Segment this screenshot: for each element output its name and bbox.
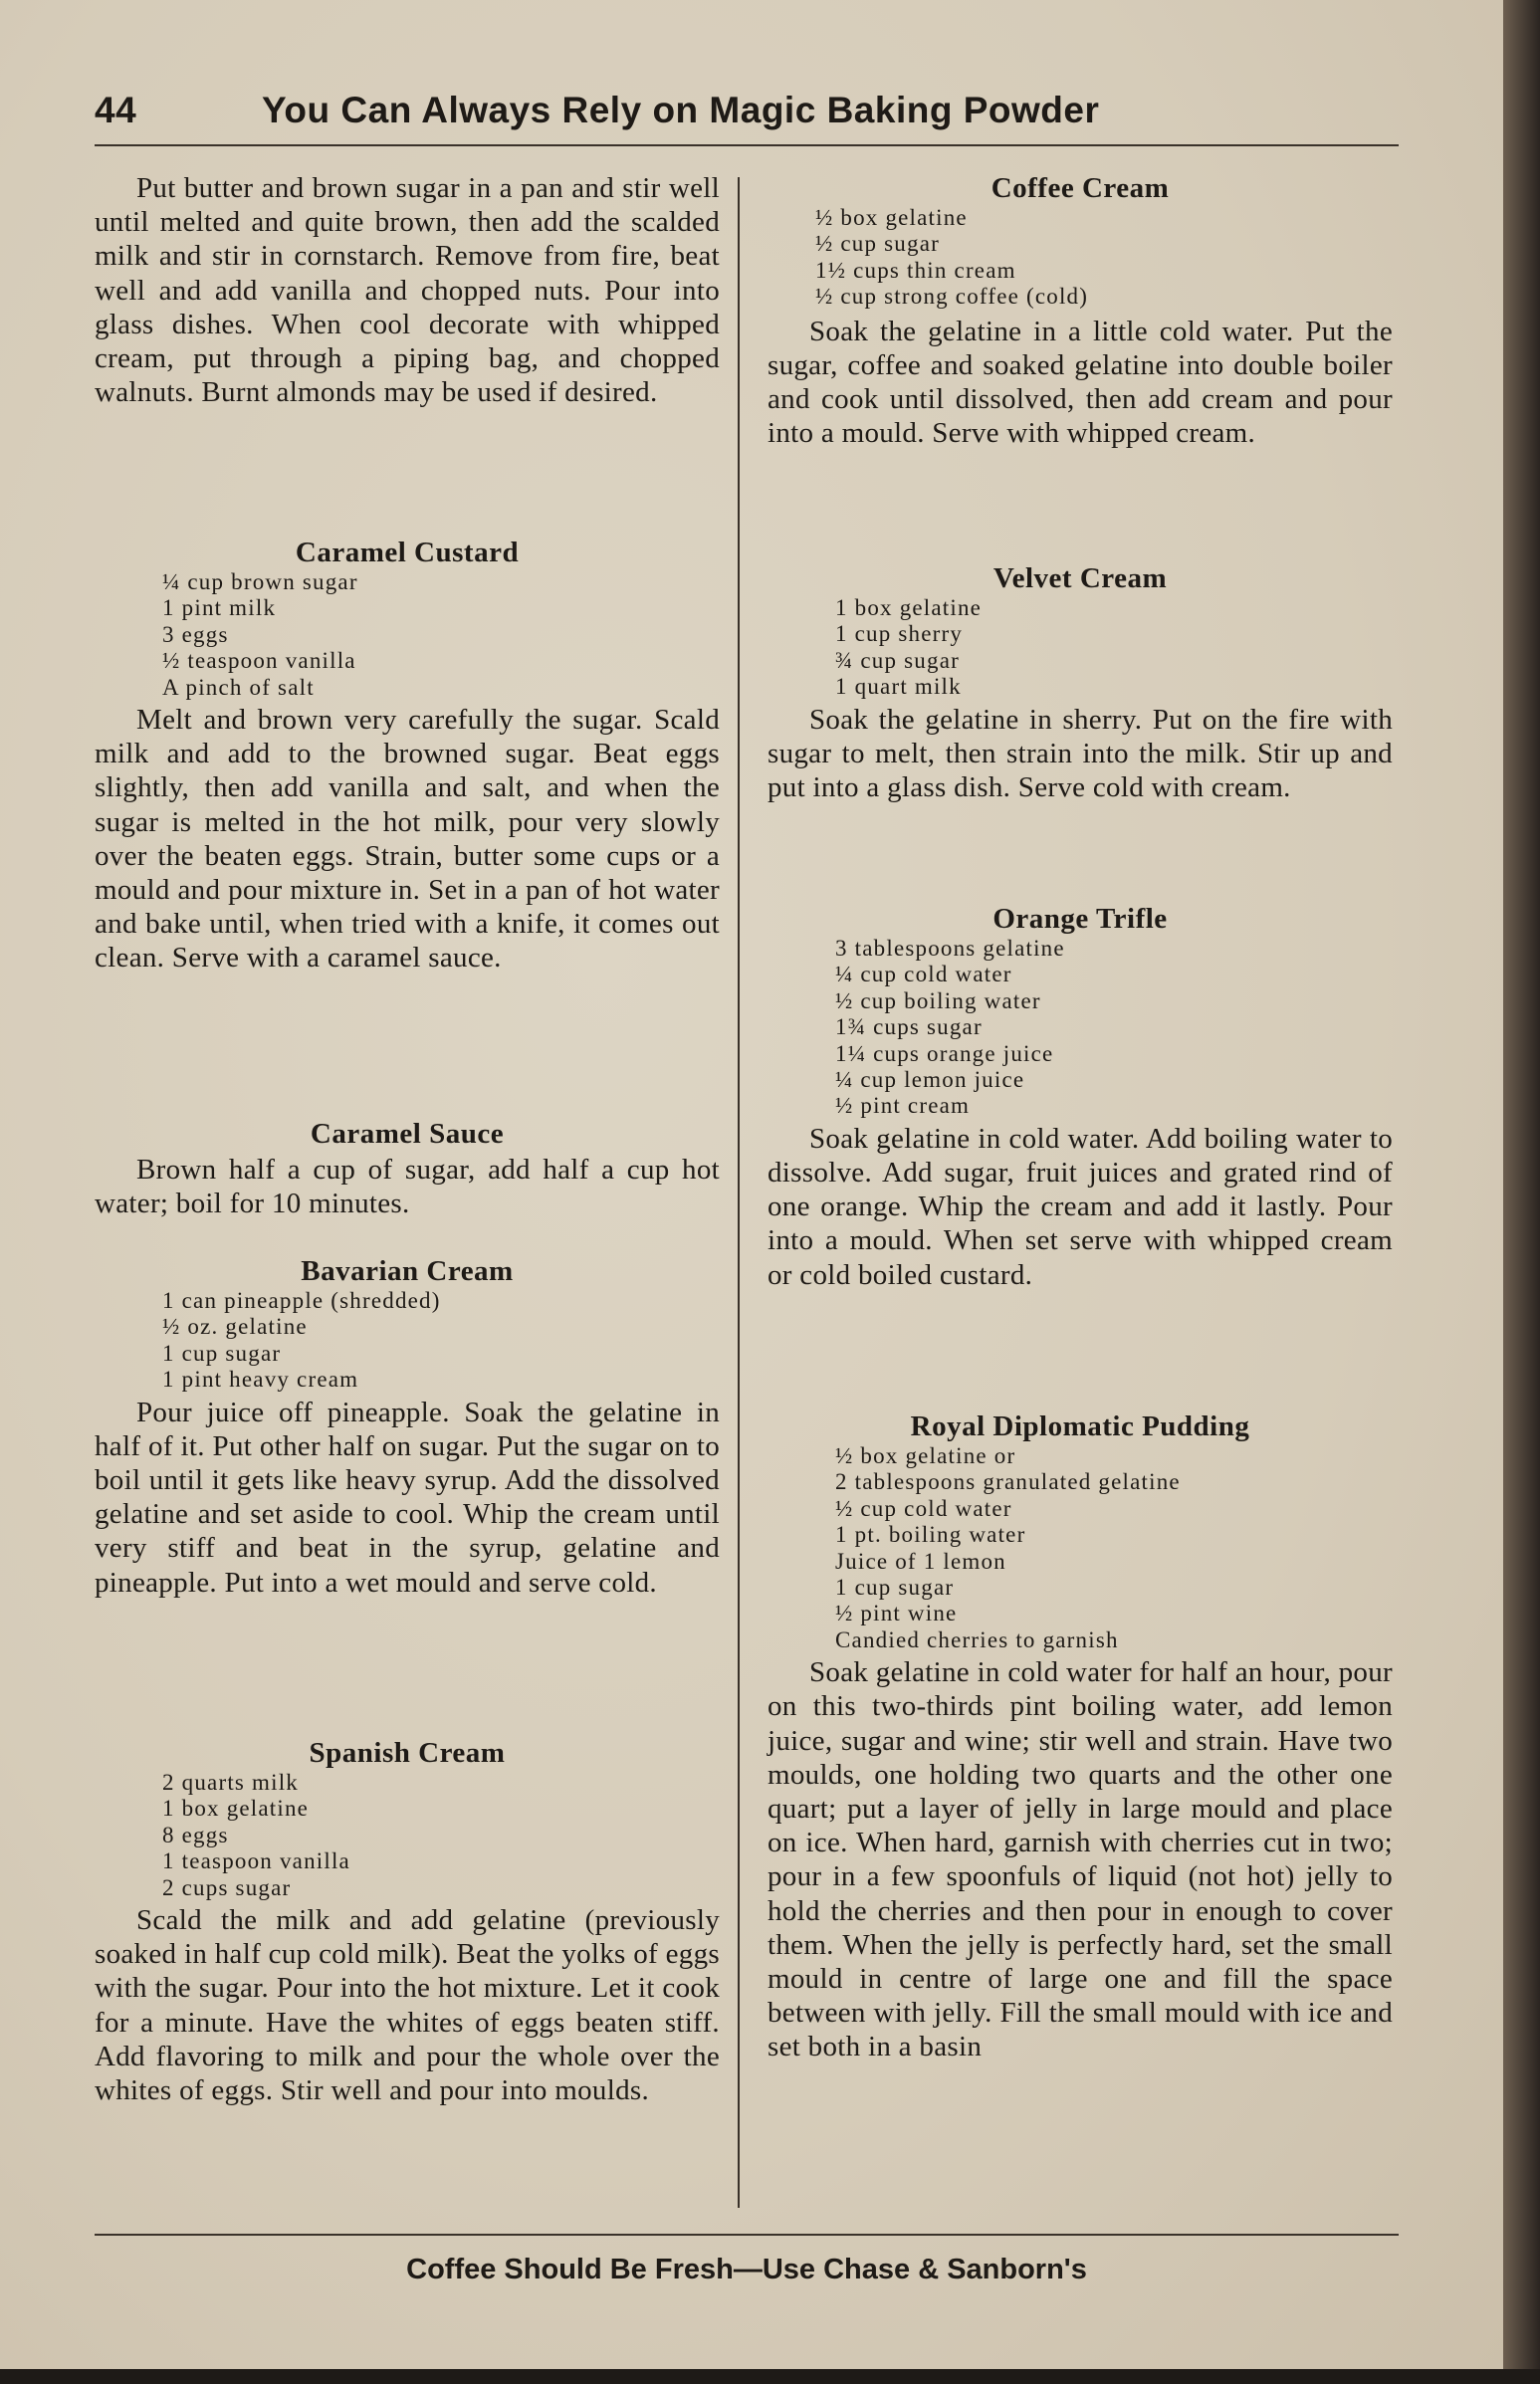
recipe-velvet-cream xyxy=(768,561,1393,804)
recipe-coffee-cream xyxy=(768,171,1393,450)
ingredient-list xyxy=(768,205,1393,311)
ingredient: ½ cup strong coffee (cold) xyxy=(815,284,1089,310)
recipe-method: Pour juice off pineapple. Soak the gelatine in half of it. Put other half on sugar. Put the sugar on to boil until it gets like heavy syrup. Add the dissolved gelatine and set aside to cool. Whip the cream until very stiff and beat in the syrup, gelatine and pineapple. Put into a wet mould and serve cold. xyxy=(95,1396,720,1599)
ingredient-list xyxy=(768,936,1393,1120)
recipe-orange-trifle xyxy=(768,902,1393,1292)
recipe-royal-diplomatic-pudding xyxy=(768,1409,1393,2064)
ingredient: ¼ cup brown sugar xyxy=(162,569,358,594)
recipe-method: Soak the gelatine in sherry. Put on the fire with sugar to melt, then strain into the milk. Stir up and put into a glass dish. Serve cold with cream. xyxy=(768,703,1393,804)
ingredient: ¾ cup sugar xyxy=(835,647,960,673)
ingredient: ½ oz. gelatine xyxy=(162,1314,308,1340)
ingredient: ½ cup boiling water xyxy=(835,987,1041,1013)
ingredient: 1 quart milk xyxy=(835,674,962,700)
recipe-method: Soak the gelatine in a little cold water. Put the sugar, coffee and soaked gelatine into double boiler and cook until dissolved, then add cream and pour into a mould. Serve with whipped cream. xyxy=(768,315,1393,450)
page-header xyxy=(95,86,1399,145)
ingredient: 1½ cups thin cream xyxy=(815,257,1016,283)
recipe-title: Velvet Cream xyxy=(992,562,1168,594)
ingredient-list xyxy=(768,595,1393,701)
ingredient: 1 pint heavy cream xyxy=(162,1367,359,1393)
page-footer: Coffee Should Be Fresh—Use Chase & Sanborn's xyxy=(406,2254,1087,2285)
recipe-spanish-cream xyxy=(95,1736,720,2107)
ingredient-list xyxy=(768,1443,1393,1653)
ingredient: ½ pint cream xyxy=(835,1093,971,1119)
recipe-method: Melt and brown very carefully the sugar. Scald milk and add to the browned sugar. Beat eggs slightly, then add vanilla and salt, and when the sugar is melted in the hot milk, pour very slowly over the beaten eggs. Strain, butter some cups or a mould and pour mixture in. Set in a pan of hot water and bake until, when tried with a knife, it comes out clean. Serve with a caramel sauce. xyxy=(95,704,720,975)
ingredient-list xyxy=(95,569,720,701)
ingredient: ½ teaspoon vanilla xyxy=(162,648,356,674)
footer-rule xyxy=(95,2234,1399,2236)
recipe-bavarian-cream xyxy=(95,1254,720,1600)
ingredient: ½ pint wine xyxy=(835,1601,958,1626)
ingredient: 2 cups sugar xyxy=(162,1874,292,1900)
recipe-title: Caramel Custard xyxy=(295,537,520,568)
running-title: You Can Always Rely on Magic Baking Powder xyxy=(262,90,1100,130)
ingredient: 1 box gelatine xyxy=(835,595,983,620)
recipe-title: Coffee Cream xyxy=(990,172,1170,204)
recipe-method: Scald the milk and add gelatine (previously soaked in half cup cold milk). Beat the yolks of eggs with the sugar. Pour into the hot mixture. Let it cook for a minute. Have the whites of eggs beaten stiff. Add flavoring to milk and pour the whole over the whites of eggs. Stir well and pour into moulds. xyxy=(95,1904,720,2107)
ingredient: 1 cup sugar xyxy=(835,1575,955,1601)
recipe-caramel-sauce xyxy=(95,1117,720,1220)
ingredient: 1¼ cups orange juice xyxy=(835,1040,1054,1066)
ingredient: 2 tablespoons granulated gelatine xyxy=(835,1469,1181,1495)
ingredient-list xyxy=(95,1770,720,1901)
recipe-title: Caramel Sauce xyxy=(310,1118,505,1150)
recipe-title: Royal Diplomatic Pudding xyxy=(910,1410,1250,1442)
recipe-caramel-custard xyxy=(95,536,720,975)
ingredient: ½ box gelatine xyxy=(815,205,968,230)
recipe-method: Brown half a cup of sugar, add half a cup hot water; boil for 10 minutes. xyxy=(95,1154,720,1220)
ingredient: 8 eggs xyxy=(162,1822,229,1847)
ingredient: A pinch of salt xyxy=(162,674,315,700)
ingredient: 1 can pineapple (shredded) xyxy=(162,1288,441,1313)
ingredient: Candied cherries to garnish xyxy=(835,1626,1119,1652)
ingredient: 1 cup sugar xyxy=(162,1340,282,1366)
book-spine-shadow xyxy=(1503,0,1540,2384)
intro-paragraph: Put butter and brown sugar in a pan and stir well until melted and quite brown, then add the scalded milk and stir in cornstarch. Remove from fire, beat well and add vanilla and chopped nuts. Pour into glass dishes. When cool decorate with whipped cream, put through a piping bag, and chopped walnuts. Burnt almonds may be used if desired. xyxy=(95,172,720,409)
recipe-title: Bavarian Cream xyxy=(301,1255,514,1287)
ingredient: 1 pint milk xyxy=(162,595,277,621)
ingredient: 3 tablespoons gelatine xyxy=(835,936,1065,961)
scan-background xyxy=(0,2369,1540,2384)
ingredient-list xyxy=(95,1288,720,1394)
intro-text-block xyxy=(95,171,720,409)
ingredient: ½ box gelatine or xyxy=(835,1443,1016,1468)
ingredient: 1 box gelatine xyxy=(162,1796,310,1822)
recipe-title: Spanish Cream xyxy=(309,1737,506,1769)
column-divider xyxy=(738,177,740,2208)
ingredient: ½ cup cold water xyxy=(835,1495,1012,1521)
ingredient: 1 cup sherry xyxy=(835,621,964,647)
ingredient: 1 pt. boiling water xyxy=(835,1522,1026,1548)
ingredient: 2 quarts milk xyxy=(162,1770,299,1795)
recipe-method: Soak gelatine in cold water for half an hour, pour on this two-thirds pint boiling water, add lemon juice, sugar and wine; stir well and strain. Have two moulds, one holding two quarts and the other one quart; put a layer of jelly in large mould and place on ice. When hard, garnish with cherries cut in two; pour in a few spoonfuls of liquid (not hot) jelly to hold the cherries and then pour in enough to cover them. When the jelly is perfectly hard, set the small mould in centre of large one and fill the space between with jelly. Fill the small mould with ice and set both in a basin xyxy=(768,1656,1393,2063)
ingredient: 1 teaspoon vanilla xyxy=(162,1848,350,1874)
ingredient: 1¾ cups sugar xyxy=(835,1014,983,1040)
ingredient: ½ cup sugar xyxy=(815,231,940,257)
header-rule xyxy=(95,144,1399,146)
ingredient: ¼ cup lemon juice xyxy=(835,1067,1025,1093)
page-number: 44 xyxy=(95,90,137,130)
ingredient: ¼ cup cold water xyxy=(835,962,1012,987)
recipe-title: Orange Trifle xyxy=(992,903,1168,935)
recipe-method: Soak gelatine in cold water. Add boiling water to dissolve. Add sugar, fruit juices and grated rind of one orange. Whip the cream and add it lastly. Pour into a mould. When set serve with whipped cream or cold boiled custard. xyxy=(768,1122,1393,1291)
ingredient: Juice of 1 lemon xyxy=(835,1548,1006,1574)
ingredient: 3 eggs xyxy=(162,621,229,647)
